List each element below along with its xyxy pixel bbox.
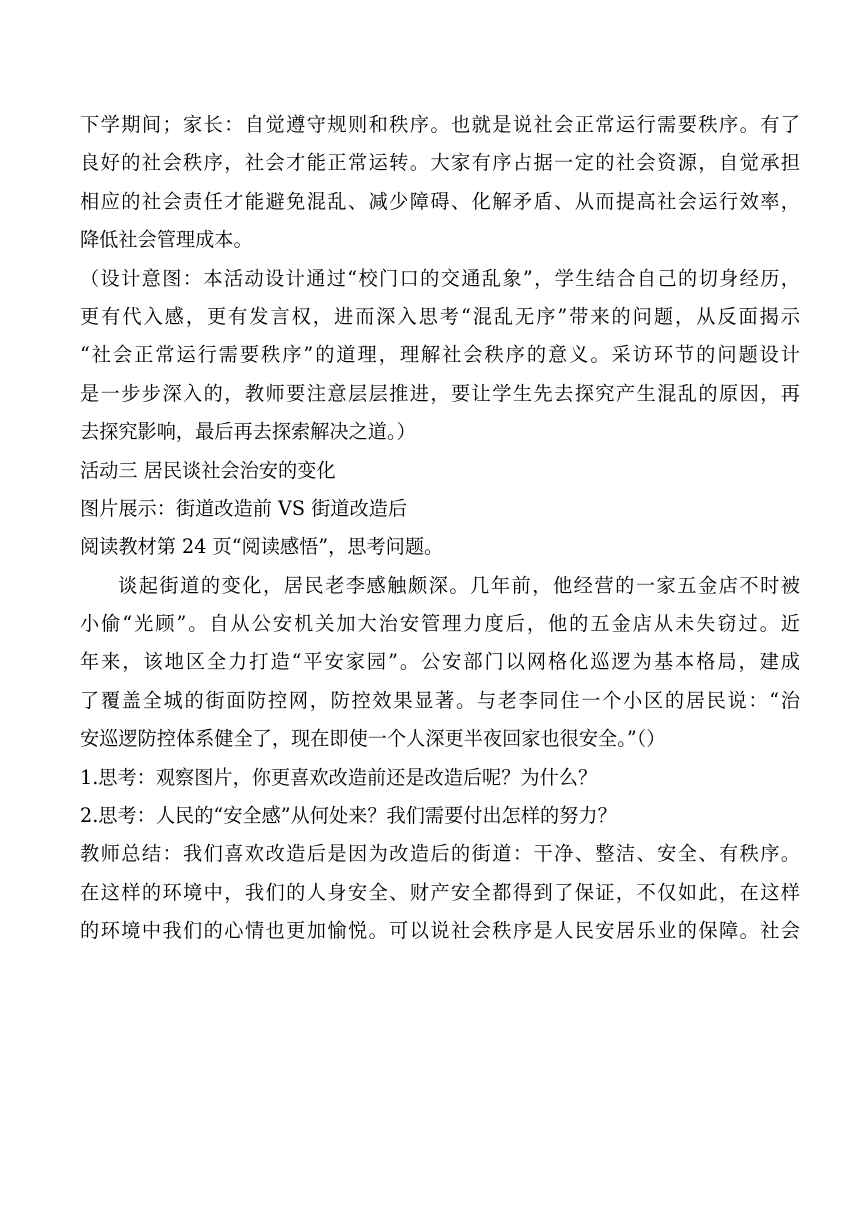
text-line: 安巡逻防控体系健全了，现在即使一个人深更半夜回家也很安全。”（） <box>80 727 666 751</box>
question-item: 2.思考：人民的“安全感”从何处来？我们需要付出怎样的努力？ <box>80 804 617 828</box>
section-heading: 活动三 居民谈社会治安的变化 <box>80 458 336 482</box>
text-line: 教师总结：我们喜欢改造后是因为改造后的街道：干净、整洁、安全、有秩序。 <box>80 842 800 866</box>
text-line: 谈起街道的变化，居民老李感触颇深。几年前，他经营的一家五金店不时被 <box>118 573 800 597</box>
text-line: 降低社会管理成本。 <box>80 228 253 252</box>
text-line: （设计意图：本活动设计通过“校门口的交通乱象”，学生结合自己的切身经历， <box>80 266 800 290</box>
text-line: 良好的社会秩序，社会才能正常运转。大家有序占据一定的社会资源，自觉承担 <box>80 151 800 175</box>
text-line: 阅读教材第 24 页“阅读感悟”，思考问题。 <box>80 535 444 559</box>
text-line: 图片展示：街道改造前 VS 街道改造后 <box>80 496 408 520</box>
text-line: 在这样的环境中，我们的人身安全、财产安全都得到了保证，不仅如此，在这样 <box>80 880 800 904</box>
text-line: 是一步步深入的，教师要注意层层推进，要让学生先去探究产生混乱的原因，再 <box>80 381 800 405</box>
text-line: 了覆盖全城的街面防控网，防控效果显著。与老李同住一个小区的居民说：“治 <box>80 688 800 712</box>
document-page <box>80 106 800 951</box>
question-item: 1.思考：观察图片，你更喜欢改造前还是改造后呢？为什么？ <box>80 765 598 789</box>
text-line: 更有代入感，更有发言权，进而深入思考“混乱无序”带来的问题，从反面揭示 <box>80 304 800 328</box>
text-line: 年来，该地区全力打造“平安家园”。公安部门以网格化巡逻为基本格局，建成 <box>80 650 800 674</box>
text-line: “社会正常运行需要秩序”的道理，理解社会秩序的意义。采访环节的问题设计 <box>80 343 800 367</box>
text-line: 小偷“光顾”。自从公安机关加大治安管理力度后，他的五金店从未失窃过。近 <box>80 612 800 636</box>
text-line: 相应的社会责任才能避免混乱、减少障碍、化解矛盾、从而提高社会运行效率， <box>80 189 800 213</box>
text-line: 下学期间；家长：自觉遵守规则和秩序。也就是说社会正常运行需要秩序。有了 <box>80 113 800 136</box>
text-line: 的环境中我们的心情也更加愉悦。可以说社会秩序是人民安居乐业的保障。社会 <box>80 919 800 943</box>
text-line: 去探究影响，最后再去探索解决之道。） <box>80 420 416 444</box>
